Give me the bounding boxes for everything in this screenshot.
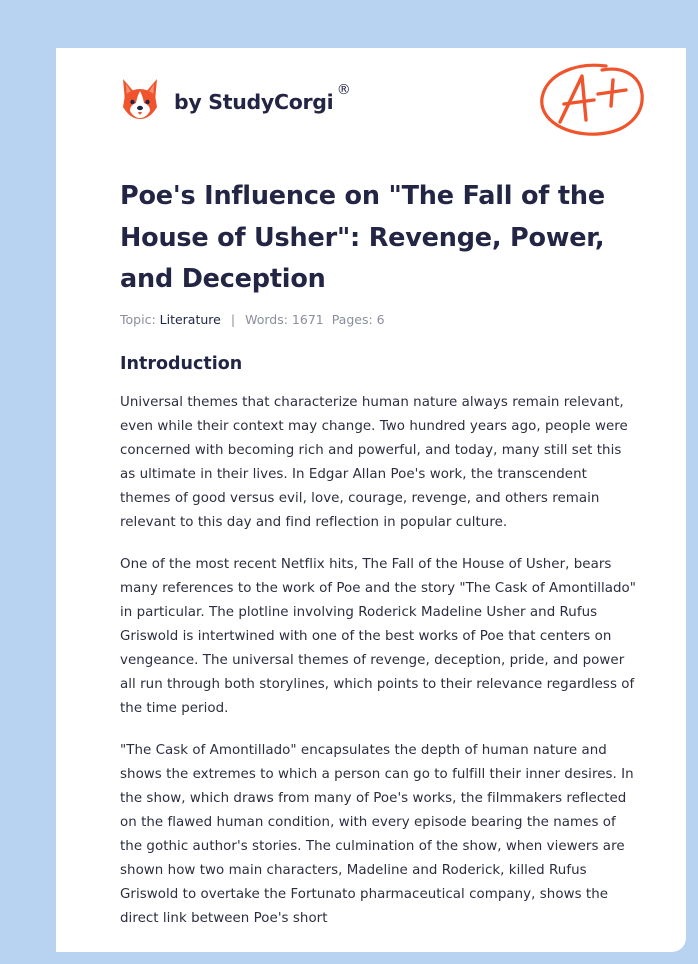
document-title: Poe's Influence on "The Fall of the House of Usher": Revenge, Power, and Deception bbox=[120, 181, 605, 294]
registered-mark: ® bbox=[336, 82, 351, 98]
grade-a-plus-icon bbox=[536, 58, 648, 144]
document-meta bbox=[120, 312, 385, 327]
paragraph: "The Cask of Amontillado" encapsulates the depth of human nature and shows the extremes to which a person can go to fulfill their inner desires. In the show, which draws from many of Poe's works, the filmmakers reflected on the flawed human condition, with every episode bearing the names of the gothic author's stories. The culmination of the show, when viewers are shown how two main characters, Madeline and Roderick, killed Rufus Griswold to overtake the Fortunato pharmaceutical company, shows the direct link between Poe's short bbox=[120, 743, 634, 926]
brand-name: by StudyCorgi ® bbox=[174, 82, 351, 114]
words-label: Words: bbox=[245, 312, 288, 327]
studycorgi-logo[interactable] bbox=[120, 75, 351, 123]
document-page bbox=[56, 48, 686, 952]
paragraph: One of the most recent Netflix hits, The Fall of the House of Usher, bears many references to the work of Poe and the story "The Cask of Amontillado" in particular. The plotline involving Roderick Madeline Usher and Rufus Griswold is intertwined with one of the best works of Poe that centers on vengeance. The universal themes of revenge, deception, pride, and power all run through both storylines, which points to their relevance regardless of the time period. bbox=[120, 557, 636, 716]
pages-count: 6 bbox=[376, 312, 385, 327]
document-body bbox=[120, 391, 640, 949]
topic-label: Topic: bbox=[120, 312, 156, 327]
corgi-icon bbox=[120, 77, 160, 121]
meta-separator: | bbox=[230, 312, 236, 327]
topic-link[interactable]: Literature bbox=[159, 312, 221, 327]
section-heading: Introduction bbox=[120, 354, 243, 374]
pages-label: Pages: bbox=[331, 312, 373, 327]
paragraph: Universal themes that characterize human nature always remain relevant, even while their context may change. Two hundred years ago, people were concerned with becoming rich and powerful, and today, many still set this as ultimate in their lives. In Edgar Allan Poe's work, the transcendent themes of good versus evil, love, courage, revenge, and others remain relevant to this day and find reflection in popular culture. bbox=[120, 395, 628, 530]
words-count: 1671 bbox=[291, 312, 324, 327]
